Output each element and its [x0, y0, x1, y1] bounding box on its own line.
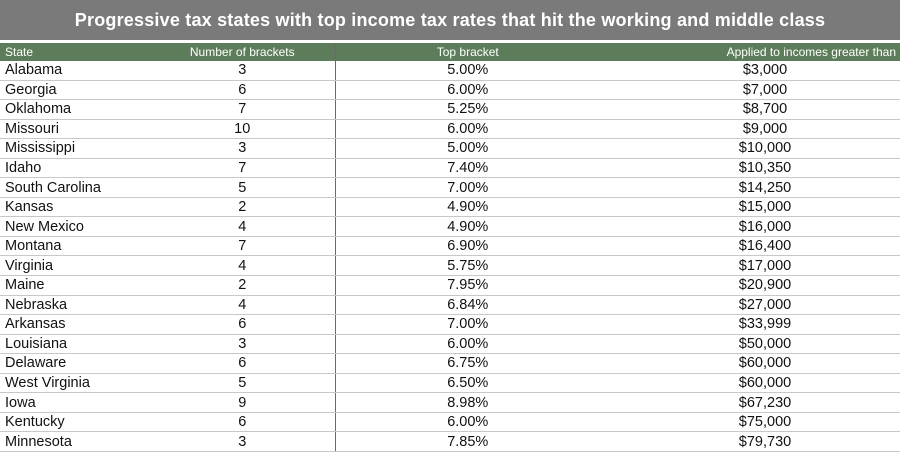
- table-row: [0, 276, 900, 296]
- cell-top-bracket: 5.75%: [335, 256, 600, 276]
- cell-number-of-brackets: 9: [150, 393, 335, 413]
- cell-applied-to-incomes: $27,000: [600, 295, 900, 315]
- cell-top-bracket: 5.00%: [335, 139, 600, 159]
- cell-number-of-brackets: 6: [150, 80, 335, 100]
- cell-applied-to-incomes: $67,230: [600, 393, 900, 413]
- cell-top-bracket: 6.00%: [335, 80, 600, 100]
- table-row: [0, 295, 900, 315]
- cell-state: Minnesota: [0, 432, 150, 452]
- cell-top-bracket: 6.00%: [335, 334, 600, 354]
- cell-applied-to-incomes: $7,000: [600, 80, 900, 100]
- cell-top-bracket: 4.90%: [335, 217, 600, 237]
- cell-state: South Carolina: [0, 178, 150, 198]
- cell-number-of-brackets: 6: [150, 412, 335, 432]
- cell-number-of-brackets: 4: [150, 256, 335, 276]
- table-row: [0, 178, 900, 198]
- cell-state: Georgia: [0, 80, 150, 100]
- table-title: Progressive tax states with top income tax rates that hit the working and middle class: [0, 0, 900, 40]
- table-row: [0, 61, 900, 80]
- cell-top-bracket: 7.85%: [335, 432, 600, 452]
- cell-applied-to-incomes: $75,000: [600, 412, 900, 432]
- header-row: [0, 43, 900, 61]
- cell-applied-to-incomes: $16,000: [600, 217, 900, 237]
- cell-top-bracket: 4.90%: [335, 197, 600, 217]
- cell-state: Kansas: [0, 197, 150, 217]
- header-state: State: [0, 43, 150, 61]
- cell-state: West Virginia: [0, 373, 150, 393]
- tax-table: [0, 43, 900, 452]
- cell-number-of-brackets: 7: [150, 100, 335, 120]
- cell-number-of-brackets: 4: [150, 217, 335, 237]
- header-number-of-brackets: Number of brackets: [150, 43, 335, 61]
- cell-top-bracket: 6.00%: [335, 412, 600, 432]
- cell-number-of-brackets: 7: [150, 236, 335, 256]
- cell-applied-to-incomes: $3,000: [600, 61, 900, 80]
- cell-state: Kentucky: [0, 412, 150, 432]
- cell-top-bracket: 6.90%: [335, 236, 600, 256]
- cell-state: Arkansas: [0, 315, 150, 335]
- cell-number-of-brackets: 6: [150, 315, 335, 335]
- cell-state: Virginia: [0, 256, 150, 276]
- cell-top-bracket: 7.00%: [335, 178, 600, 198]
- cell-applied-to-incomes: $10,000: [600, 139, 900, 159]
- header-top-bracket: Top bracket: [335, 43, 600, 61]
- table-row: [0, 100, 900, 120]
- cell-top-bracket: 7.40%: [335, 158, 600, 178]
- table-row: [0, 236, 900, 256]
- cell-number-of-brackets: 5: [150, 373, 335, 393]
- table-row: [0, 139, 900, 159]
- cell-state: Missouri: [0, 119, 150, 139]
- cell-state: New Mexico: [0, 217, 150, 237]
- tax-table-container: [0, 43, 900, 452]
- table-row: [0, 197, 900, 217]
- cell-applied-to-incomes: $15,000: [600, 197, 900, 217]
- cell-number-of-brackets: 7: [150, 158, 335, 178]
- cell-applied-to-incomes: $50,000: [600, 334, 900, 354]
- table-row: [0, 412, 900, 432]
- cell-applied-to-incomes: $20,900: [600, 276, 900, 296]
- cell-applied-to-incomes: $60,000: [600, 354, 900, 374]
- cell-number-of-brackets: 3: [150, 61, 335, 80]
- cell-number-of-brackets: 3: [150, 432, 335, 452]
- cell-applied-to-incomes: $9,000: [600, 119, 900, 139]
- table-row: [0, 315, 900, 335]
- table-row: [0, 158, 900, 178]
- cell-applied-to-incomes: $8,700: [600, 100, 900, 120]
- cell-state: Delaware: [0, 354, 150, 374]
- cell-top-bracket: 6.50%: [335, 373, 600, 393]
- cell-number-of-brackets: 6: [150, 354, 335, 374]
- cell-top-bracket: 5.25%: [335, 100, 600, 120]
- table-row: [0, 393, 900, 413]
- cell-number-of-brackets: 2: [150, 276, 335, 296]
- table-row: [0, 432, 900, 452]
- cell-applied-to-incomes: $79,730: [600, 432, 900, 452]
- cell-top-bracket: 6.84%: [335, 295, 600, 315]
- table-header: [0, 43, 900, 61]
- cell-state: Alabama: [0, 61, 150, 80]
- cell-top-bracket: 5.00%: [335, 61, 600, 80]
- cell-top-bracket: 6.75%: [335, 354, 600, 374]
- cell-state: Idaho: [0, 158, 150, 178]
- cell-top-bracket: 7.00%: [335, 315, 600, 335]
- table-body: [0, 61, 900, 451]
- cell-state: Iowa: [0, 393, 150, 413]
- cell-number-of-brackets: 2: [150, 197, 335, 217]
- cell-state: Montana: [0, 236, 150, 256]
- cell-number-of-brackets: 5: [150, 178, 335, 198]
- cell-applied-to-incomes: $16,400: [600, 236, 900, 256]
- table-row: [0, 354, 900, 374]
- cell-applied-to-incomes: $33,999: [600, 315, 900, 335]
- table-row: [0, 256, 900, 276]
- cell-state: Mississippi: [0, 139, 150, 159]
- cell-state: Louisiana: [0, 334, 150, 354]
- table-row: [0, 334, 900, 354]
- cell-applied-to-incomes: $14,250: [600, 178, 900, 198]
- table-row: [0, 119, 900, 139]
- cell-state: Maine: [0, 276, 150, 296]
- cell-top-bracket: 7.95%: [335, 276, 600, 296]
- header-applied-to-incomes: Applied to incomes greater than: [600, 43, 900, 61]
- cell-top-bracket: 8.98%: [335, 393, 600, 413]
- table-row: [0, 217, 900, 237]
- cell-number-of-brackets: 4: [150, 295, 335, 315]
- table-row: [0, 373, 900, 393]
- cell-state: Nebraska: [0, 295, 150, 315]
- cell-number-of-brackets: 3: [150, 139, 335, 159]
- cell-state: Oklahoma: [0, 100, 150, 120]
- cell-top-bracket: 6.00%: [335, 119, 600, 139]
- cell-number-of-brackets: 10: [150, 119, 335, 139]
- cell-applied-to-incomes: $60,000: [600, 373, 900, 393]
- cell-number-of-brackets: 3: [150, 334, 335, 354]
- cell-applied-to-incomes: $10,350: [600, 158, 900, 178]
- table-row: [0, 80, 900, 100]
- cell-applied-to-incomes: $17,000: [600, 256, 900, 276]
